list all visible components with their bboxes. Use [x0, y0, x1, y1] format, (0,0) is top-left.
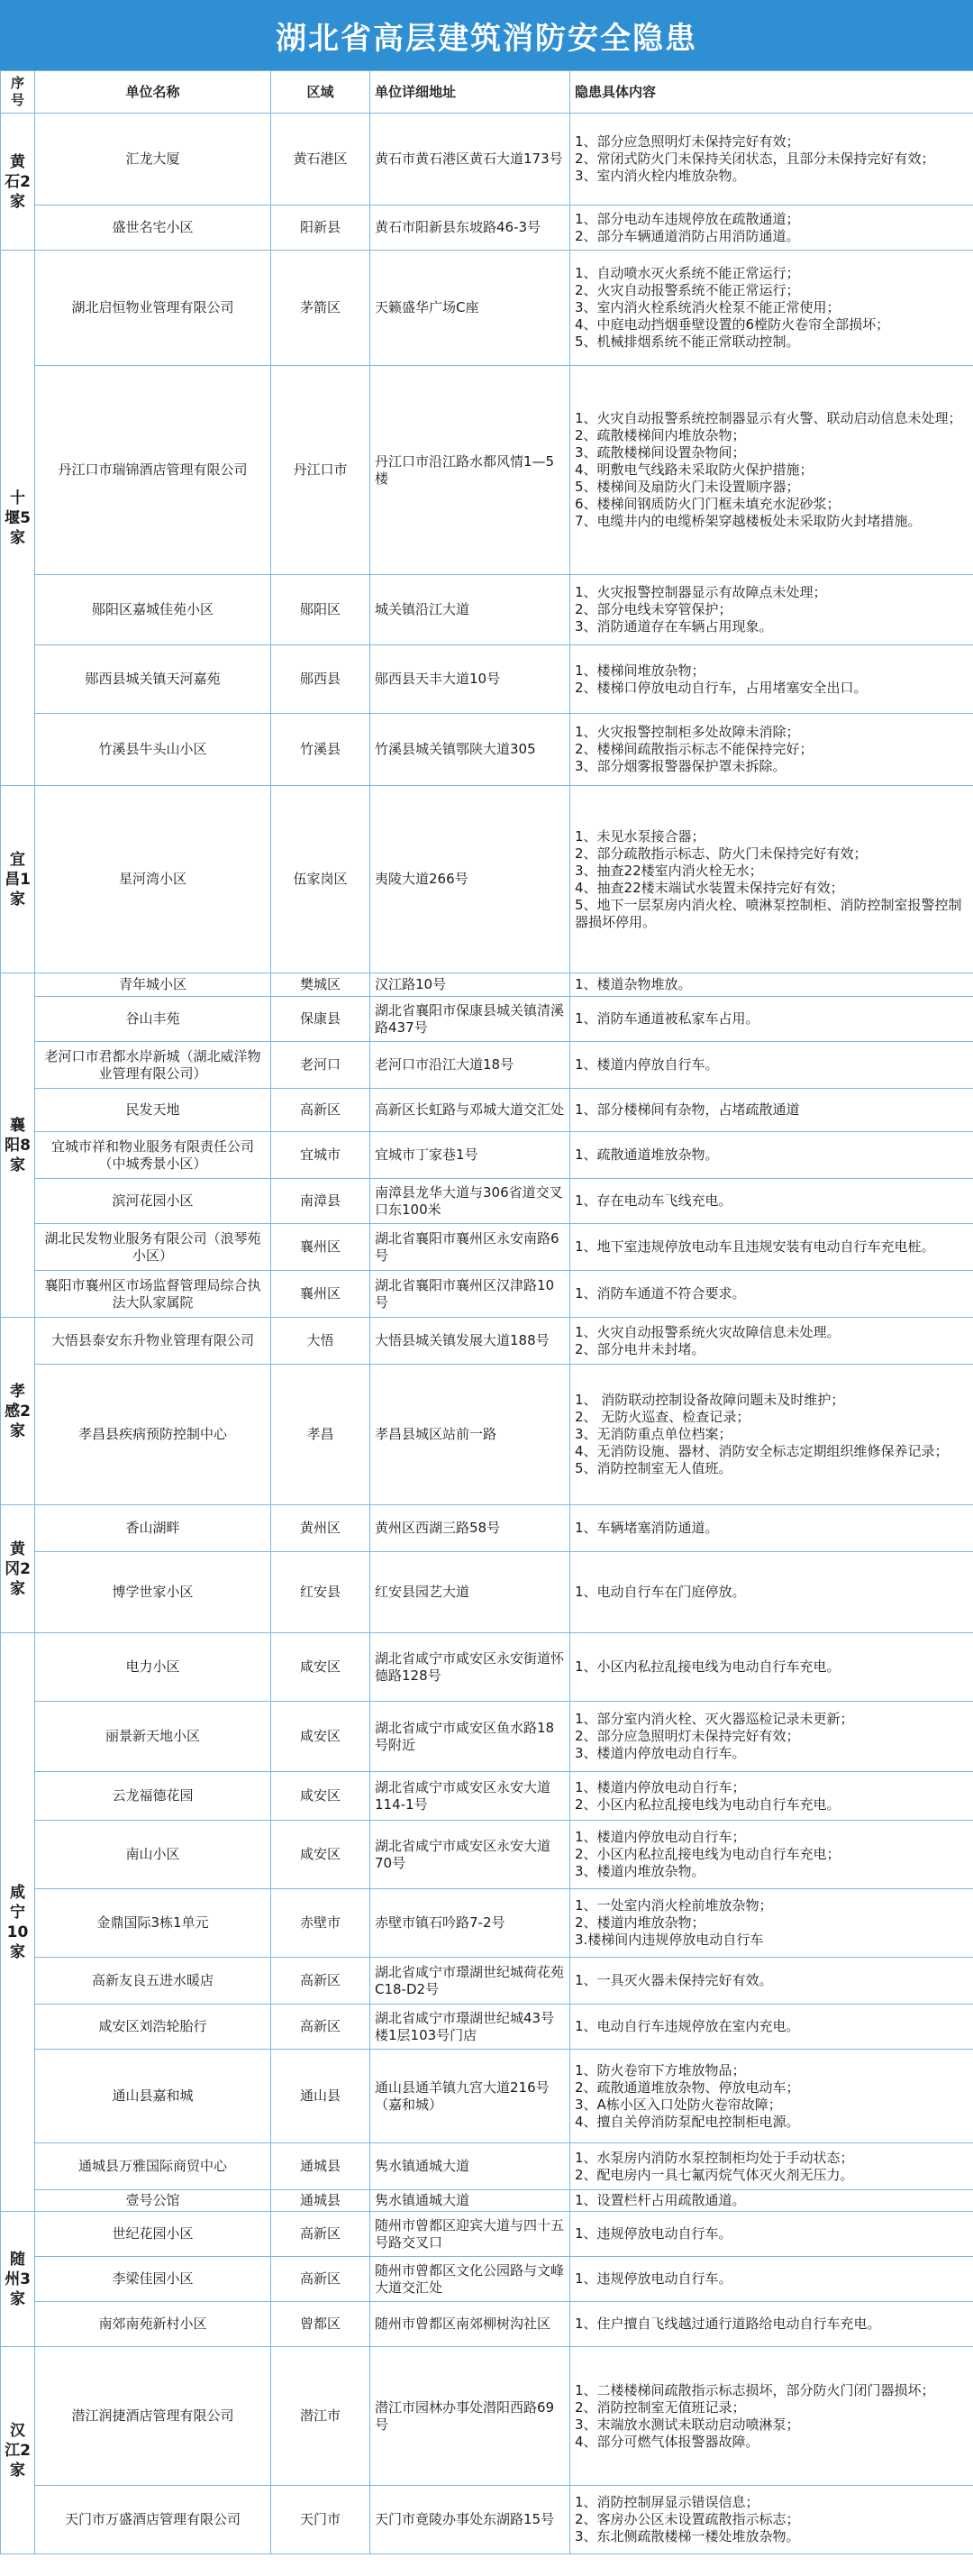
hazard-cell	[570, 645, 973, 714]
table-row	[1, 206, 973, 251]
hazard-item: 2、楼梯口停放电动自行车，占用堵塞安全出口。	[575, 679, 868, 696]
district-cell: 郧西县	[271, 645, 370, 714]
hazard-item: 1、火灾自动报警系统火灾故障信息未处理。	[575, 1323, 841, 1340]
hazard-item: 4、无消防设施、器材、消防安全标志定期组织维修保养记录；	[575, 1443, 949, 1459]
district-cell: 赤壁市	[271, 1889, 370, 1958]
hazard-item: 2、部分电井未封堵。	[575, 1340, 705, 1357]
hazard-cell	[570, 251, 973, 366]
hazard-item: 1、违规停放电动自行车。	[575, 2225, 732, 2242]
hazard-item: 4、部分可燃气体报警器故障。	[575, 2433, 759, 2450]
table-row	[1, 2486, 973, 2554]
address-cell: 湖北省咸宁市璟湖世纪城43号楼1层103号门店	[370, 2005, 570, 2050]
address-cell: 湖北省咸宁市咸安区鱼水路18号附近	[370, 1702, 570, 1772]
unit-name-cell: 金鼎国际3栋1单元	[35, 1889, 271, 1958]
unit-name-cell: 老河口市君都水岸新城（湖北威洋物业管理有限公司）	[35, 1042, 271, 1089]
hazard-item: 5、楼梯间及扇防火门未设置顺序器；	[575, 479, 800, 495]
unit-name-cell: 青年城小区	[35, 973, 271, 997]
hazard-item: 1、违规停放电动自行车。	[575, 2270, 732, 2287]
table-row	[1, 714, 973, 786]
hazard-item: 1、部分电动车违规停放在疏散通道；	[575, 210, 800, 227]
hazard-item: 2、客房办公区未设置疏散指示标志；	[575, 2511, 800, 2527]
unit-name-cell: 云龙福德花园	[35, 1772, 271, 1821]
unit-name-cell: 世纪花园小区	[35, 2212, 271, 2257]
district-cell: 南漳县	[271, 1179, 370, 1224]
hazard-item: 3、室内消火栓系统消火栓泵不能正常使用；	[575, 299, 841, 315]
hazard-item: 1、部分楼梯间有杂物，占堵疏散通道	[575, 1101, 800, 1118]
region-cell: 黄冈2家	[1, 1505, 35, 1633]
hazard-item: 1、水泵房内消防水泵控制柜均处于手动状态；	[575, 2149, 854, 2166]
hazard-item: 1、地下室违规停放电动车且违规安装有电动自行车充电桩。	[575, 1238, 935, 1255]
region-cell: 孝感2家	[1, 1318, 35, 1505]
district-cell: 樊城区	[271, 973, 370, 997]
hazard-item: 1、未见水泵接合器；	[575, 827, 705, 845]
district-cell: 老河口	[271, 1042, 370, 1089]
hazard-cell	[570, 1089, 973, 1132]
hazard-cell	[570, 2347, 973, 2486]
district-cell: 咸安区	[271, 1821, 370, 1889]
hazard-item: 1、设置栏杆占用疏散通道。	[575, 2192, 746, 2208]
address-cell: 城关镇沿江大道	[370, 575, 570, 645]
hazard-item: 1、 消防联动控制设备故障问题未及时维护；	[575, 1392, 845, 1408]
hazard-item: 4、中庭电动挡烟垂壁设置的6樘防火卷帘全部损坏；	[575, 316, 890, 333]
hazard-cell	[570, 714, 973, 786]
region-cell: 随州3家	[1, 2212, 35, 2347]
address-cell: 湖北省襄阳市襄州区汉津路10号	[370, 1271, 570, 1318]
address-cell: 黄石市阳新县东坡路46-3号	[370, 206, 570, 251]
region-cell: 黄石2家	[1, 114, 35, 251]
address-cell: 丹江口市沿江路水都风情1—5楼	[370, 366, 570, 575]
address-cell: 隽水镇通城大道	[370, 2190, 570, 2212]
hazard-cell	[570, 973, 973, 997]
hazard-cell	[570, 1318, 973, 1365]
hazard-item: 1、消防车通道被私家车占用。	[575, 1010, 759, 1027]
unit-name-cell: 高新友良五进水暖店	[35, 1958, 271, 2005]
hazard-item: 2、常闭式防火门未保持关闭状态，且部分未保持完好有效；	[575, 151, 935, 167]
district-cell: 孝昌	[271, 1365, 370, 1505]
table-row	[1, 2143, 973, 2190]
hazard-cell	[570, 575, 973, 645]
hazard-item: 5、地下一层泵房内消火栓、喷淋泵控制柜、消防控制室报警控制器损坏停用。	[575, 896, 962, 930]
table-row	[1, 1132, 973, 1179]
address-cell: 潜江市园林办事处潜阳西路69号	[370, 2347, 570, 2486]
unit-name-cell: 孝昌县疾病预防控制中心	[35, 1365, 271, 1505]
district-cell: 黄州区	[271, 1505, 370, 1552]
hazard-item: 2、部分疏散指示标志、防火门未保持完好有效；	[575, 845, 868, 862]
hazard-item: 5、机械排烟系统不能正常联动控制。	[575, 333, 800, 350]
hazard-item: 3、室内消火栓内堆放杂物。	[575, 168, 746, 184]
table-row	[1, 2190, 973, 2212]
table-row	[1, 1772, 973, 1821]
address-cell: 孝昌县城区站前一路	[370, 1365, 570, 1505]
table-row	[1, 114, 973, 206]
hazard-item: 2、部分电线未穿管保护；	[575, 601, 732, 617]
region-cell: 襄阳8家	[1, 973, 35, 1318]
district-cell: 阳新县	[271, 206, 370, 251]
hazard-item: 1、住户擅自飞线越过通行道路给电动自行车充电。	[575, 2316, 881, 2332]
hazard-item: 2、小区内私拉乱接电线为电动自行车充电；	[575, 1846, 841, 1862]
header-district: 区域	[271, 71, 370, 114]
hazard-cell	[570, 997, 973, 1042]
unit-name-cell: 谷山丰苑	[35, 997, 271, 1042]
hazard-item: 1、疏散通道堆放杂物。	[575, 1146, 719, 1163]
unit-name-cell: 香山湖畔	[35, 1505, 271, 1552]
unit-name-cell: 湖北启恒物业管理有限公司	[35, 251, 271, 366]
hazard-cell	[570, 1505, 973, 1552]
unit-name-cell: 丽景新天地小区	[35, 1702, 271, 1772]
hazard-item: 4、明敷电气线路未采取防火保护措施；	[575, 461, 814, 478]
hazard-item: 2、配电房内一具七氟丙烷气体灭火剂无压力。	[575, 2166, 854, 2183]
hazard-cell	[570, 2212, 973, 2257]
hazard-item: 4、抽查22楼末端试水装置未保持完好有效；	[575, 879, 844, 896]
hazard-cell	[570, 2302, 973, 2347]
hazard-item: 3、无消防重点单位档案；	[575, 1426, 732, 1442]
hazard-cell	[570, 1224, 973, 1271]
hazard-cell	[570, 2005, 973, 2050]
hazard-item: 3、东北侧疏散楼梯一楼处堆放杂物。	[575, 2528, 800, 2544]
table-row	[1, 786, 973, 973]
address-cell: 湖北省咸宁市璟湖世纪城荷花苑C18-D2号	[370, 1958, 570, 2005]
district-cell: 潜江市	[271, 2347, 370, 2486]
table-row	[1, 2050, 973, 2143]
district-cell: 黄石港区	[271, 114, 370, 206]
hazard-item: 1、火灾报警控制器显示有故障点未处理；	[575, 584, 827, 600]
hazard-cell	[570, 114, 973, 206]
hazard-item: 3、疏散楼梯间设置杂物间；	[575, 444, 746, 461]
unit-name-cell: 襄阳市襄州区市场监督管理局综合执法大队家属院	[35, 1271, 271, 1318]
address-cell: 湖北省襄阳市襄州区永安南路6号	[370, 1224, 570, 1271]
hazard-cell	[570, 366, 973, 575]
hazard-item: 2、部分车辆通道消防占用消防通道。	[575, 227, 800, 244]
unit-name-cell: 丹江口市瑞锦酒店管理有限公司	[35, 366, 271, 575]
district-cell: 高新区	[271, 2212, 370, 2257]
hazard-item: 4、擅自关停消防泵配电控制柜电源。	[575, 2113, 800, 2130]
hazard-item: 3.楼梯间内违规停放电动自行车	[575, 1932, 764, 1948]
unit-name-cell: 民发天地	[35, 1089, 271, 1132]
table-row	[1, 2212, 973, 2257]
hazard-table	[0, 70, 973, 2554]
address-cell: 黄州区西湖三路58号	[370, 1505, 570, 1552]
address-cell: 湖北省襄阳市保康县城关镇清溪路437号	[370, 997, 570, 1042]
district-cell: 茅箭区	[271, 251, 370, 366]
hazard-cell	[570, 1042, 973, 1089]
unit-name-cell: 湖北民发物业服务有限公司（浪琴苑小区）	[35, 1224, 271, 1271]
address-cell: 夷陵大道266号	[370, 786, 570, 973]
district-cell: 竹溪县	[271, 714, 370, 786]
hazard-item: 2、火灾自动报警系统不能正常运行；	[575, 282, 800, 298]
table-row	[1, 251, 973, 366]
unit-name-cell: 郧阳区嘉城佳苑小区	[35, 575, 271, 645]
hazard-item: 1、部分室内消火栓、灭火器巡检记录未更新；	[575, 1711, 854, 1727]
hazard-item: 1、防火卷帘下方堆放物品；	[575, 2061, 746, 2078]
unit-name-cell: 咸安区刘浩轮胎行	[35, 2005, 271, 2050]
hazard-cell	[570, 786, 973, 973]
unit-name-cell: 壹号公馆	[35, 2190, 271, 2212]
header-seq: 序号	[1, 71, 35, 114]
hazard-item: 1、楼梯间堆放杂物；	[575, 662, 705, 679]
header-hazards: 隐患具体内容	[570, 71, 973, 114]
hazard-cell	[570, 2486, 973, 2554]
hazard-cell	[570, 2050, 973, 2143]
district-cell: 宜城市	[271, 1132, 370, 1179]
address-cell: 随州市曾都区南郊柳树沟社区	[370, 2302, 570, 2347]
hazard-item: 1、楼道杂物堆放。	[575, 976, 692, 992]
address-cell: 通山县通羊镇九宫大道216号（嘉和城）	[370, 2050, 570, 2143]
unit-name-cell: 滨河花园小区	[35, 1179, 271, 1224]
district-cell: 通城县	[271, 2143, 370, 2190]
hazard-cell	[570, 2143, 973, 2190]
hazard-item: 1、二楼楼梯间疏散指示标志损坏，部分防火门闭门器损坏；	[575, 2381, 935, 2398]
address-cell: 随州市曾都区迎宾大道与四十五号路交叉口	[370, 2212, 570, 2257]
district-cell: 高新区	[271, 1958, 370, 2005]
header-address: 单位详细地址	[370, 71, 570, 114]
district-cell: 大悟	[271, 1318, 370, 1365]
unit-name-cell: 郧西县城关镇天河嘉苑	[35, 645, 271, 714]
table-row	[1, 997, 973, 1042]
hazard-cell	[570, 2257, 973, 2302]
hazard-item: 1、火灾自动报警系统控制器显示有火警、联动启动信息未处理；	[575, 410, 962, 426]
table-row	[1, 1271, 973, 1318]
table-row	[1, 575, 973, 645]
hazard-cell	[570, 1271, 973, 1318]
hazard-cell	[570, 1552, 973, 1633]
page-title: 湖北省高层建筑消防安全隐患	[0, 0, 973, 70]
hazard-item: 5、消防控制室无人值班。	[575, 1460, 732, 1476]
unit-name-cell: 潜江润捷酒店管理有限公司	[35, 2347, 271, 2486]
table-row	[1, 1089, 973, 1132]
table-row	[1, 1821, 973, 1889]
hazard-item: 1、火灾报警控制柜多处故障未消除；	[575, 724, 800, 740]
hazard-cell	[570, 2190, 973, 2212]
district-cell: 襄州区	[271, 1271, 370, 1318]
district-cell: 丹江口市	[271, 366, 370, 575]
address-cell: 南漳县龙华大道与306省道交叉口东100米	[370, 1179, 570, 1224]
district-cell: 通山县	[271, 2050, 370, 2143]
district-cell: 郧阳区	[271, 575, 370, 645]
hazard-cell	[570, 1958, 973, 2005]
district-cell: 咸安区	[271, 1633, 370, 1702]
unit-name-cell: 天门市万盛酒店管理有限公司	[35, 2486, 271, 2554]
hazard-item: 2、部分应急照明灯未保持完好有效；	[575, 1728, 800, 1744]
unit-name-cell: 南山小区	[35, 1821, 271, 1889]
hazard-item: 1、楼道内停放电动自行车；	[575, 1829, 746, 1845]
table-row	[1, 2005, 973, 2050]
unit-name-cell: 电力小区	[35, 1633, 271, 1702]
region-cell: 宜昌1家	[1, 786, 35, 973]
district-cell: 伍家岗区	[271, 786, 370, 973]
table-row	[1, 1889, 973, 1958]
district-cell: 襄州区	[271, 1224, 370, 1271]
hazard-cell	[570, 1179, 973, 1224]
district-cell: 高新区	[271, 2257, 370, 2302]
unit-name-cell: 星河湾小区	[35, 786, 271, 973]
hazard-item: 1、楼道内停放自行车。	[575, 1056, 719, 1073]
table-row	[1, 1958, 973, 2005]
hazard-cell	[570, 1702, 973, 1772]
table-row	[1, 1365, 973, 1505]
hazard-item: 3、抽查22楼室内消火栓无水；	[575, 862, 763, 879]
hazard-item: 1、消防控制屏显示错误信息；	[575, 2494, 759, 2510]
hazard-item: 2、楼道内堆放杂物；	[575, 1914, 705, 1931]
table-body	[1, 114, 973, 2554]
table-row	[1, 2347, 973, 2486]
address-cell: 湖北省咸宁市咸安区永安街道怀德路128号	[370, 1633, 570, 1702]
district-cell: 通城县	[271, 2190, 370, 2212]
hazard-item: 2、小区内私拉乱接电线为电动自行车充电。	[575, 1795, 841, 1813]
region-cell: 十堰5家	[1, 251, 35, 786]
hazard-item: 2、楼梯间疏散指示标志不能保持完好；	[575, 741, 814, 757]
region-cell: 汉江2家	[1, 2347, 35, 2554]
hazard-cell	[570, 1772, 973, 1821]
hazard-item: 3、部分烟雾报警器保护罩未拆除。	[575, 758, 787, 774]
hazard-cell	[570, 1132, 973, 1179]
address-cell: 宜城市丁家巷1号	[370, 1132, 570, 1179]
district-cell: 曾都区	[271, 2302, 370, 2347]
address-cell: 隽水镇通城大道	[370, 2143, 570, 2190]
hazard-item: 6、楼梯间钢质防火门门框未填充水泥砂浆；	[575, 496, 841, 512]
hazard-cell	[570, 1821, 973, 1889]
unit-name-cell: 通城县万雅国际商贸中心	[35, 2143, 271, 2190]
hazard-item: 1、自动喷水灭火系统不能正常运行；	[575, 265, 800, 281]
hazard-item: 3、末端放水测试未联动启动喷淋泵；	[575, 2416, 800, 2433]
hazard-item: 1、电动自行车在门庭停放。	[575, 1584, 746, 1600]
hazard-item: 1、存在电动车飞线充电。	[575, 1192, 732, 1209]
hazard-item: 2、疏散楼梯间内堆放杂物；	[575, 427, 746, 443]
address-cell: 大悟县城关镇发展大道188号	[370, 1318, 570, 1365]
header-unit-name: 单位名称	[35, 71, 271, 114]
table-row	[1, 366, 973, 575]
table-row	[1, 973, 973, 997]
district-cell: 保康县	[271, 997, 370, 1042]
district-cell: 高新区	[271, 1089, 370, 1132]
unit-name-cell: 汇龙大厦	[35, 114, 271, 206]
address-cell: 黄石市黄石港区黄石大道173号	[370, 114, 570, 206]
hazard-item: 1、部分应急照明灯未保持完好有效；	[575, 133, 800, 150]
hazard-cell	[570, 1633, 973, 1702]
table-row	[1, 1552, 973, 1633]
hazard-item: 1、一处室内消火栓前堆放杂物；	[575, 1897, 773, 1914]
district-cell: 红安县	[271, 1552, 370, 1633]
table-row	[1, 2257, 973, 2302]
hazard-item: 2、疏散通道堆放杂物、停放电动车；	[575, 2078, 800, 2096]
unit-name-cell: 博学世家小区	[35, 1552, 271, 1633]
address-cell: 赤壁市镇石吟路7-2号	[370, 1889, 570, 1958]
table-row	[1, 1318, 973, 1365]
table-header-row	[1, 71, 973, 114]
unit-name-cell: 通山县嘉和城	[35, 2050, 271, 2143]
hazard-item: 7、电缆井内的电缆桥架穿越楼板处未采取防火封堵措施。	[575, 513, 922, 529]
table-row	[1, 645, 973, 714]
address-cell: 湖北省咸宁市咸安区永安大道70号	[370, 1821, 570, 1889]
hazard-item: 2、消防控制室无值班记录；	[575, 2398, 746, 2416]
unit-name-cell: 李梁佳园小区	[35, 2257, 271, 2302]
hazard-cell	[570, 206, 973, 251]
address-cell: 随州市曾都区文化公园路与文峰大道交汇处	[370, 2257, 570, 2302]
table-row	[1, 1179, 973, 1224]
unit-name-cell: 宜城市祥和物业服务有限责任公司（中城秀景小区）	[35, 1132, 271, 1179]
district-cell: 咸安区	[271, 1772, 370, 1821]
region-cell: 咸宁10家	[1, 1633, 35, 2212]
unit-name-cell: 大悟县泰安东升物业管理有限公司	[35, 1318, 271, 1365]
table-row	[1, 1042, 973, 1089]
address-cell: 竹溪县城关镇鄂陕大道305	[370, 714, 570, 786]
table-row	[1, 2302, 973, 2347]
hazard-item: 1、电动自行车违规停放在室内充电。	[575, 2018, 800, 2034]
address-cell: 湖北省咸宁市咸安区永安大道114-1号	[370, 1772, 570, 1821]
hazard-cell	[570, 1365, 973, 1505]
address-cell: 红安县园艺大道	[370, 1552, 570, 1633]
hazard-item: 3、楼道内停放电动自行车。	[575, 1745, 746, 1761]
district-cell: 天门市	[271, 2486, 370, 2554]
hazard-item: 1、消防车通道不符合要求。	[575, 1285, 746, 1302]
address-cell: 天门市竟陵办事处东湖路15号	[370, 2486, 570, 2554]
hazard-item: 1、车辆堵塞消防通道。	[575, 1520, 719, 1536]
address-cell: 汉江路10号	[370, 973, 570, 997]
hazard-item: 3、楼道内堆放杂物。	[575, 1863, 705, 1879]
unit-name-cell: 南郊南苑新村小区	[35, 2302, 271, 2347]
table-row	[1, 1505, 973, 1552]
unit-name-cell: 盛世名宅小区	[35, 206, 271, 251]
table-row	[1, 1224, 973, 1271]
hazard-item: 2、 无防火巡查、检查记录；	[575, 1409, 750, 1425]
district-cell: 咸安区	[271, 1702, 370, 1772]
hazard-cell	[570, 1889, 973, 1958]
unit-name-cell: 竹溪县牛头山小区	[35, 714, 271, 786]
hazard-item: 1、一具灭火器未保持完好有效。	[575, 1972, 773, 1988]
hazard-item: 1、楼道内停放电动自行车；	[575, 1778, 746, 1795]
hazard-item: 1、小区内私拉乱接电线为电动自行车充电。	[575, 1658, 841, 1675]
hazard-item: 3、A栋小区入口处防火卷帘故障；	[575, 2096, 782, 2113]
table-row	[1, 1633, 973, 1702]
address-cell: 天籁盛华广场C座	[370, 251, 570, 366]
address-cell: 郧西县天丰大道10号	[370, 645, 570, 714]
address-cell: 高新区长虹路与邓城大道交汇处	[370, 1089, 570, 1132]
hazard-item: 3、消防通道存在车辆占用现象。	[575, 618, 773, 635]
address-cell: 老河口市沿江大道18号	[370, 1042, 570, 1089]
district-cell: 高新区	[271, 2005, 370, 2050]
table-row	[1, 1702, 973, 1772]
